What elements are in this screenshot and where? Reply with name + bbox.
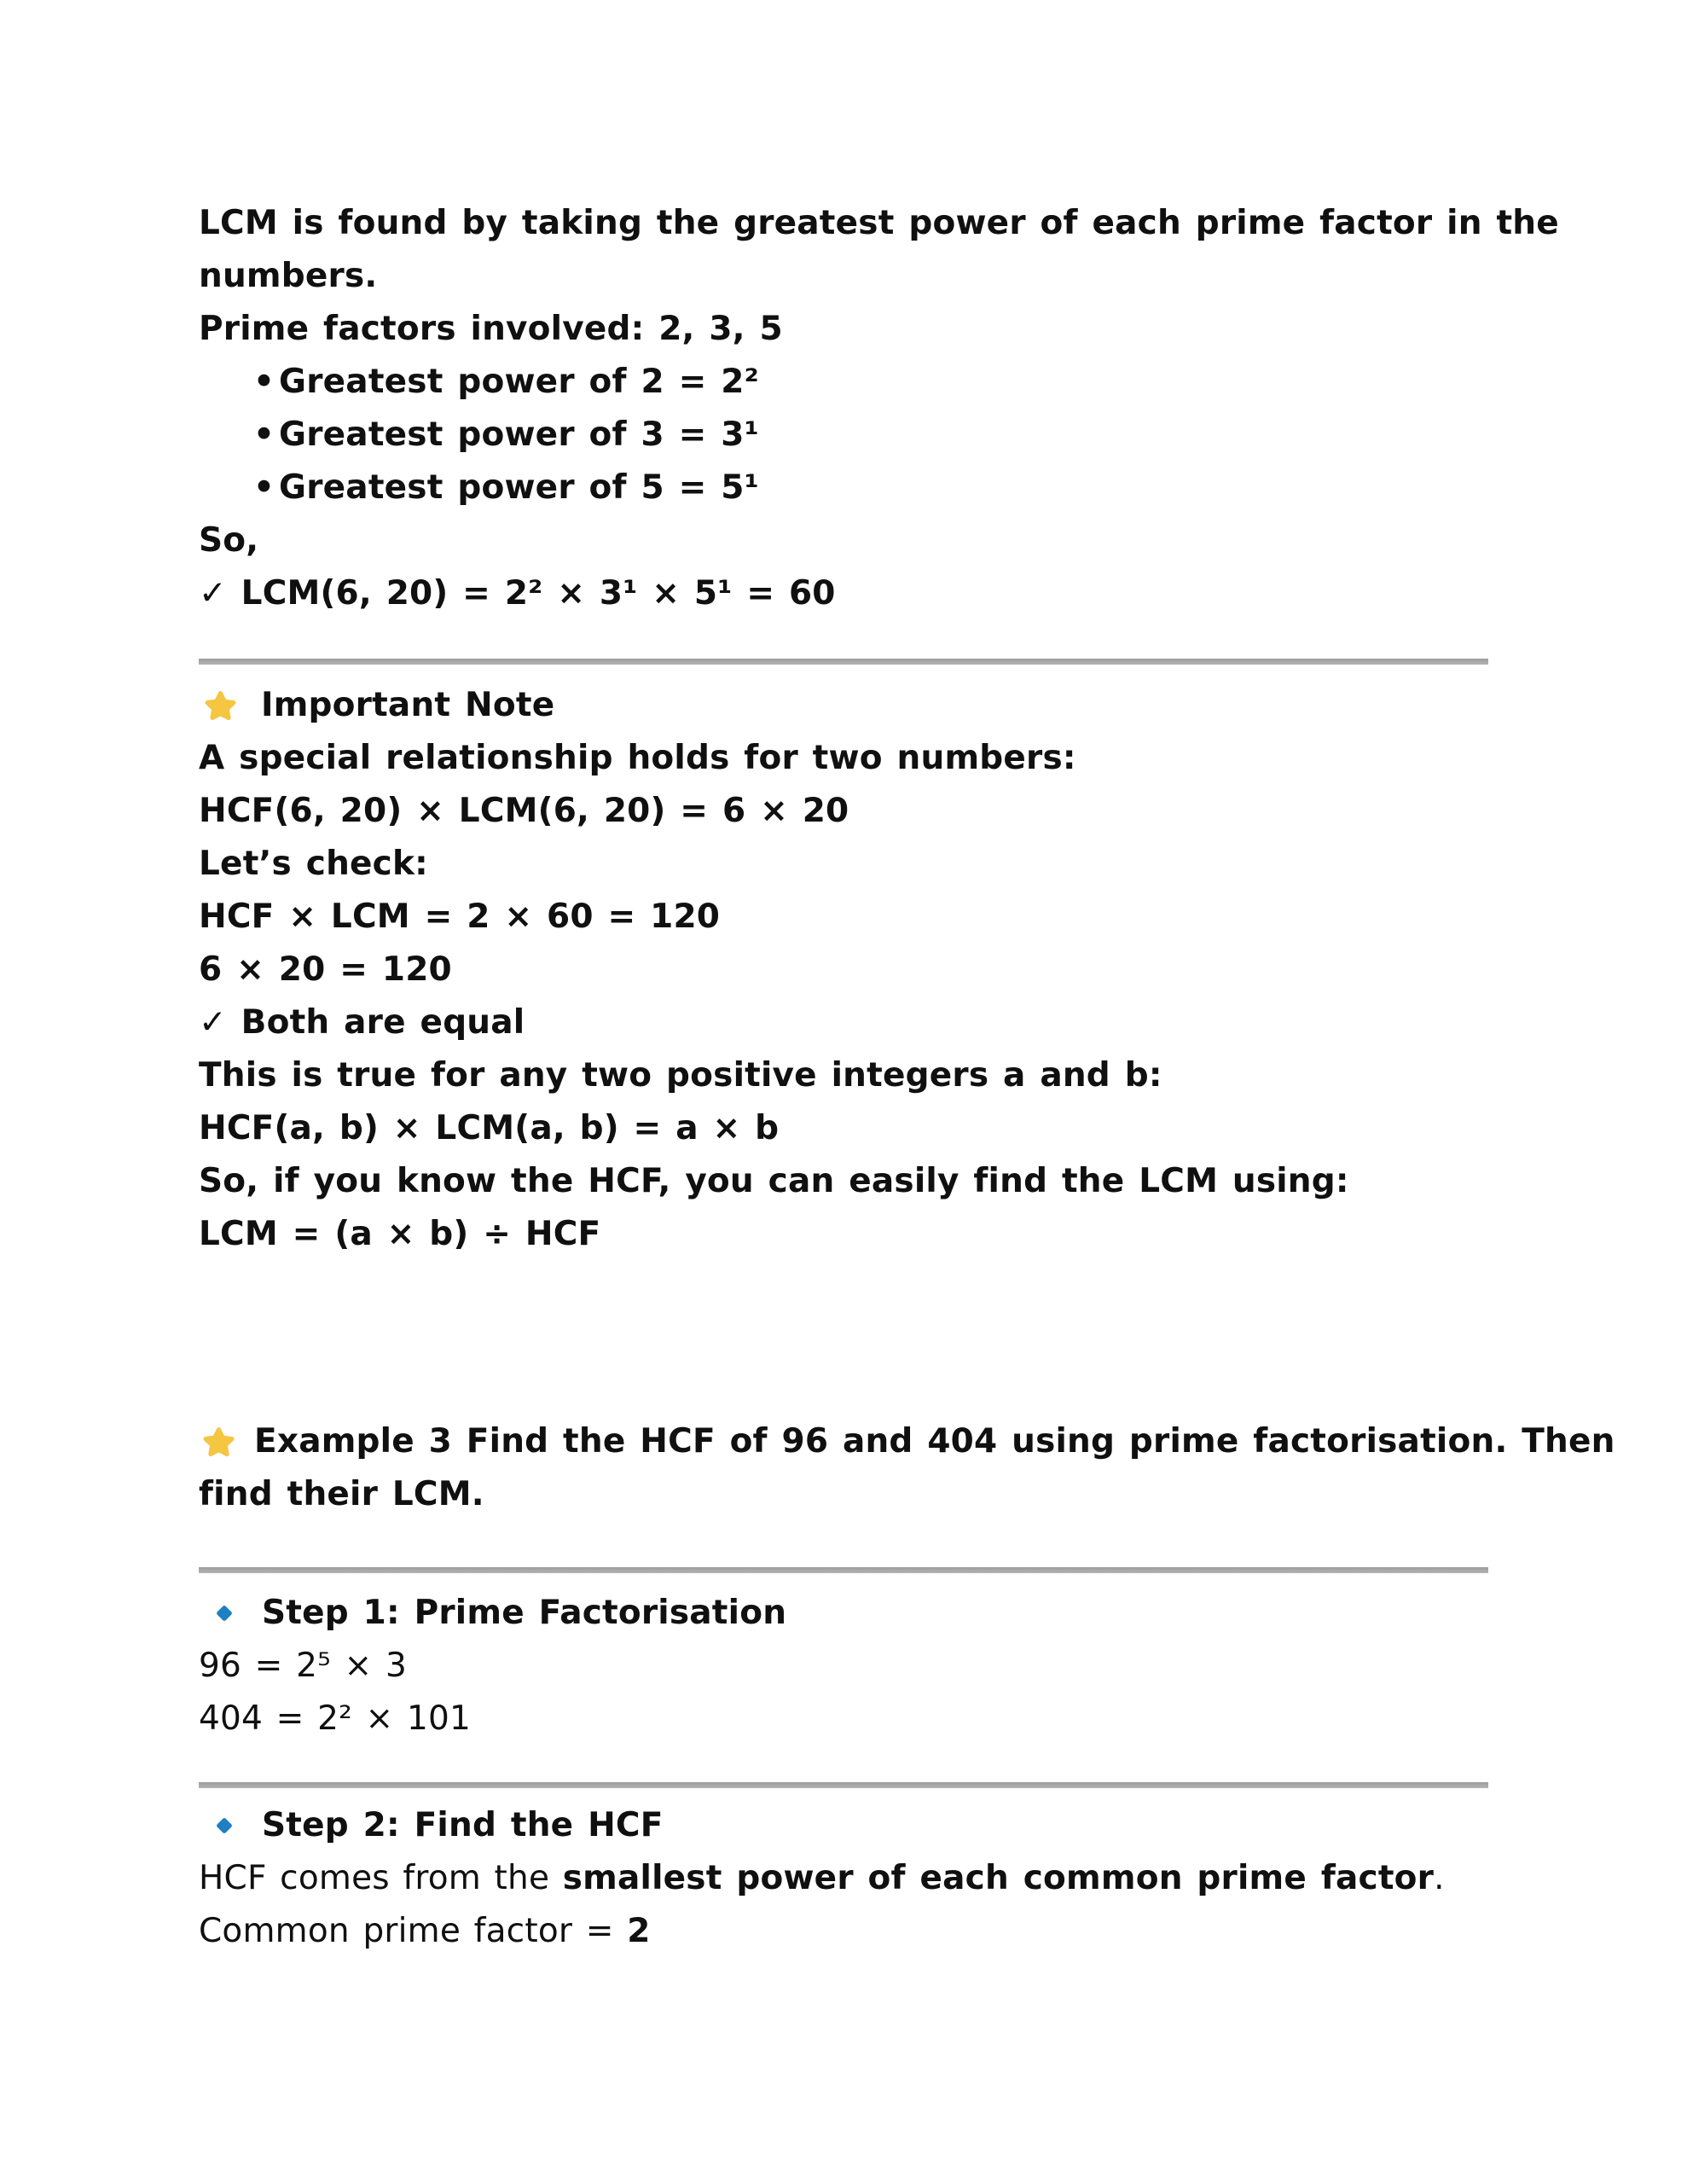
step-title: Step 2: Find the HCF	[262, 1806, 664, 1844]
math-line: 96 = 2⁵ × 3	[199, 1647, 408, 1685]
section-divider	[199, 1782, 1488, 1788]
bullet-marker: •	[253, 363, 275, 401]
step2-line	[199, 1905, 1529, 1958]
note-line: Let’s check:	[199, 845, 428, 883]
bullet-text: Greatest power of 2 = 2²	[279, 363, 759, 401]
note-line: This is true for any two positive integers a and b:	[199, 1056, 1162, 1095]
bullet-marker: •	[253, 415, 275, 454]
star-icon	[205, 690, 236, 722]
document-content	[199, 197, 1615, 1958]
note-title: Important Note	[261, 686, 555, 724]
note-line: HCF(6, 20) × LCM(6, 20) = 6 × 20	[199, 792, 849, 830]
bullet-marker: •	[253, 468, 275, 507]
note-line: So, if you know the HCF, you can easily find the LCM using:	[199, 1162, 1349, 1200]
step2-line-prefix: HCF comes from the	[199, 1859, 563, 1897]
bullet-item	[199, 356, 1529, 409]
math-line: 404 = 2² × 101	[199, 1699, 472, 1738]
step2-header	[199, 1799, 1529, 1852]
bullet-text: Greatest power of 5 = 5¹	[279, 468, 759, 507]
step2-line-bold: smallest power of each common prime factor	[562, 1859, 1435, 1897]
note-line: HCF(a, b) × LCM(a, b) = a × b	[199, 1109, 780, 1147]
example3-line: Example 3 Find the HCF of 96 and 404 using prime factorisation. Then	[254, 1422, 1615, 1461]
bullet-item	[199, 462, 1529, 514]
step-title: Step 1: Prime Factorisation	[262, 1594, 787, 1632]
star-icon	[203, 1426, 235, 1458]
step2-line-prefix: Common prime factor =	[199, 1912, 628, 1950]
step2-line-suffix: .	[1434, 1859, 1445, 1897]
paragraph-line: numbers.	[199, 257, 378, 295]
example3-header	[199, 1415, 1615, 1468]
paragraph-line: LCM is found by taking the greatest power of each prime factor in the	[199, 204, 1559, 242]
section-divider	[199, 1567, 1488, 1573]
blank-gap	[199, 1261, 1529, 1415]
note-line: ✓ Both are equal	[199, 1003, 525, 1042]
note-line: LCM = (a × b) ÷ HCF	[199, 1215, 601, 1253]
important-note-header	[199, 679, 1529, 732]
step2-line-bold: 2	[627, 1912, 651, 1950]
step2-line	[199, 1852, 1529, 1905]
note-line: HCF × LCM = 2 × 60 = 120	[199, 897, 721, 936]
step1-header	[199, 1587, 1529, 1640]
lcm-result-line: ✓ LCM(6, 20) = 2² × 3¹ × 5¹ = 60	[199, 574, 836, 613]
diamond-icon	[215, 1816, 234, 1835]
paragraph-line: So,	[199, 521, 259, 560]
note-line: 6 × 20 = 120	[199, 950, 452, 989]
bullet-item	[199, 409, 1529, 462]
note-line: A special relationship holds for two numbers:	[199, 739, 1076, 777]
paragraph-line: Prime factors involved: 2, 3, 5	[199, 310, 783, 348]
example3-line: find their LCM.	[199, 1475, 484, 1513]
diamond-icon	[215, 1604, 234, 1623]
section-divider	[199, 659, 1488, 665]
bullet-text: Greatest power of 3 = 3¹	[279, 415, 759, 454]
